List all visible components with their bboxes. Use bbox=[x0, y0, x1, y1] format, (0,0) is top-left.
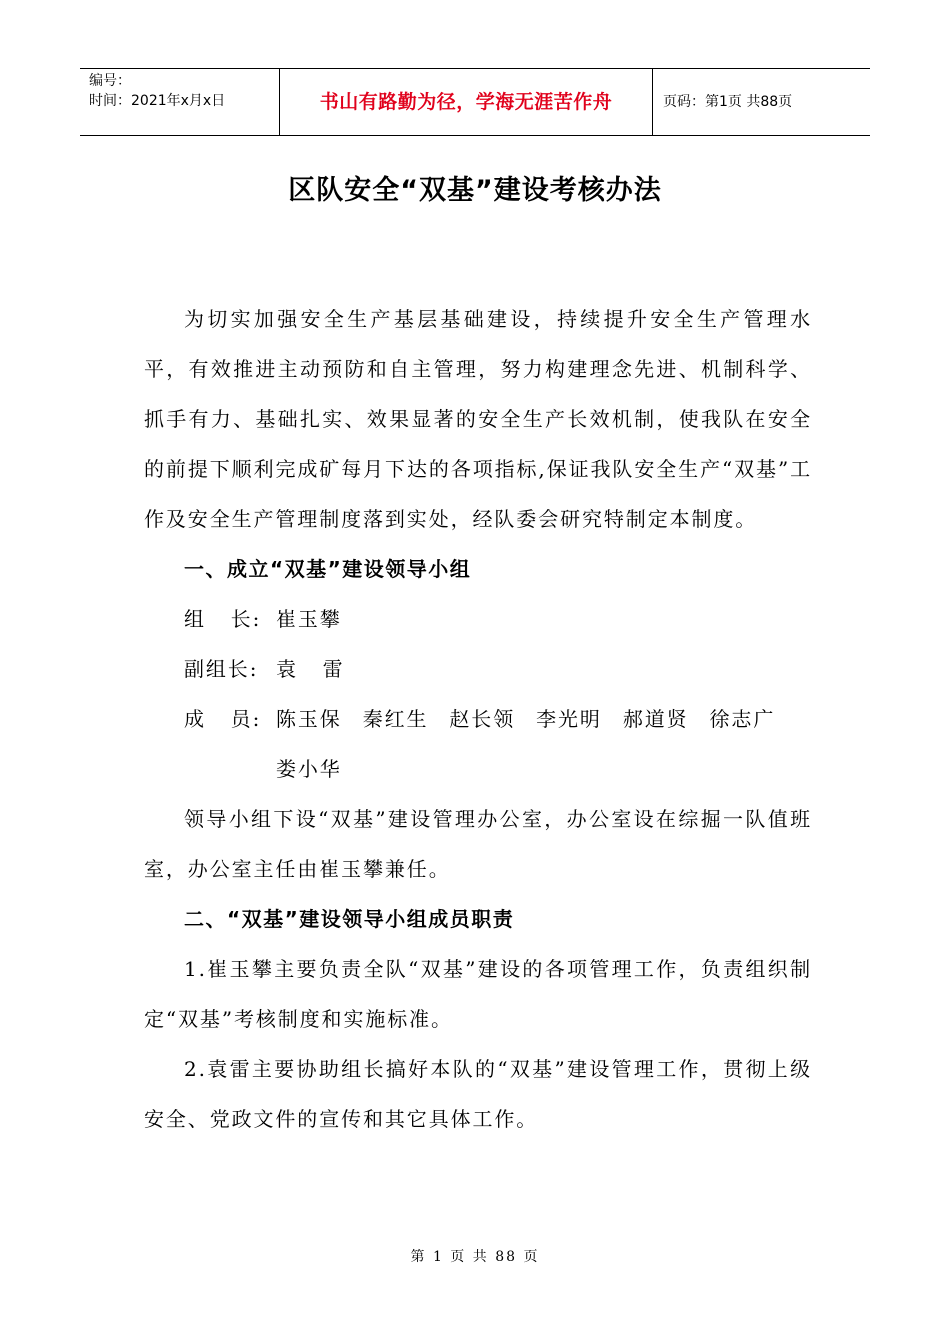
section1-heading: 一、成立“双基”建设领导小组 bbox=[184, 557, 472, 581]
header-page-info: 页码：第1页 共88页 bbox=[663, 94, 793, 110]
section2-heading: 二、“双基”建设领导小组成员职责 bbox=[184, 907, 515, 931]
number-label: 编号： bbox=[89, 73, 131, 89]
member-name: 娄小华 bbox=[276, 757, 342, 781]
member-name: 徐志广 bbox=[709, 707, 776, 731]
deputy-name: 袁 雷 bbox=[276, 657, 345, 681]
intro-paragraph: 为切实加强安全生产基层基础建设，持续提升安全生产管理水平，有效推进主动预防和自主管理，努力构建理念先进、机制科学、抓手有力、基础扎实、效果显著的安全生产长效机制，使我队在安全的前提下顺利完成矿每月下达的各项指标,保证我队安全生产“双基”工作及安全生产管理制度落到实处，经队委会研究特制定本制度。 bbox=[144, 307, 812, 531]
header-meta bbox=[80, 69, 280, 135]
member-name: 李光明 bbox=[536, 707, 602, 731]
member-name: 赵长领 bbox=[449, 707, 516, 731]
deputy-label: 副组长: bbox=[184, 657, 259, 681]
document-body bbox=[144, 294, 812, 1144]
date-label: 时间：2021年x月x日 bbox=[89, 93, 226, 109]
header-motto: 书山有路勤为径，学海无涯苦作舟 bbox=[280, 69, 653, 135]
deputy-row bbox=[144, 644, 812, 694]
header-table bbox=[80, 68, 870, 136]
office-note-paragraph: 领导小组下设“双基”建设管理办公室，办公室设在综掘一队值班室，办公室主任由崔玉攀兼任。 bbox=[144, 807, 812, 881]
page-footer: 第 1 页 共 88 页 bbox=[410, 1249, 540, 1265]
leader-label: 组 长: bbox=[184, 607, 262, 631]
members-list bbox=[276, 694, 812, 794]
member-name: 郝道贤 bbox=[622, 707, 689, 731]
member-name: 秦红生 bbox=[362, 707, 429, 731]
members-label: 成 员: bbox=[184, 707, 262, 731]
document-title: 区队安全“双基”建设考核办法 bbox=[288, 175, 662, 206]
duty-paragraph: 2.袁雷主要协助组长搞好本队的“双基”建设管理工作，贯彻上级安全、党政文件的宣传和其它具体工作。 bbox=[144, 1057, 812, 1131]
leader-name: 崔玉攀 bbox=[276, 607, 342, 631]
duty-paragraph: 1.崔玉攀主要负责全队“双基”建设的各项管理工作，负责组织制定“双基”考核制度和实施标准。 bbox=[144, 957, 812, 1031]
leader-row bbox=[144, 594, 812, 644]
members-row bbox=[144, 694, 812, 794]
member-name: 陈玉保 bbox=[276, 707, 342, 731]
